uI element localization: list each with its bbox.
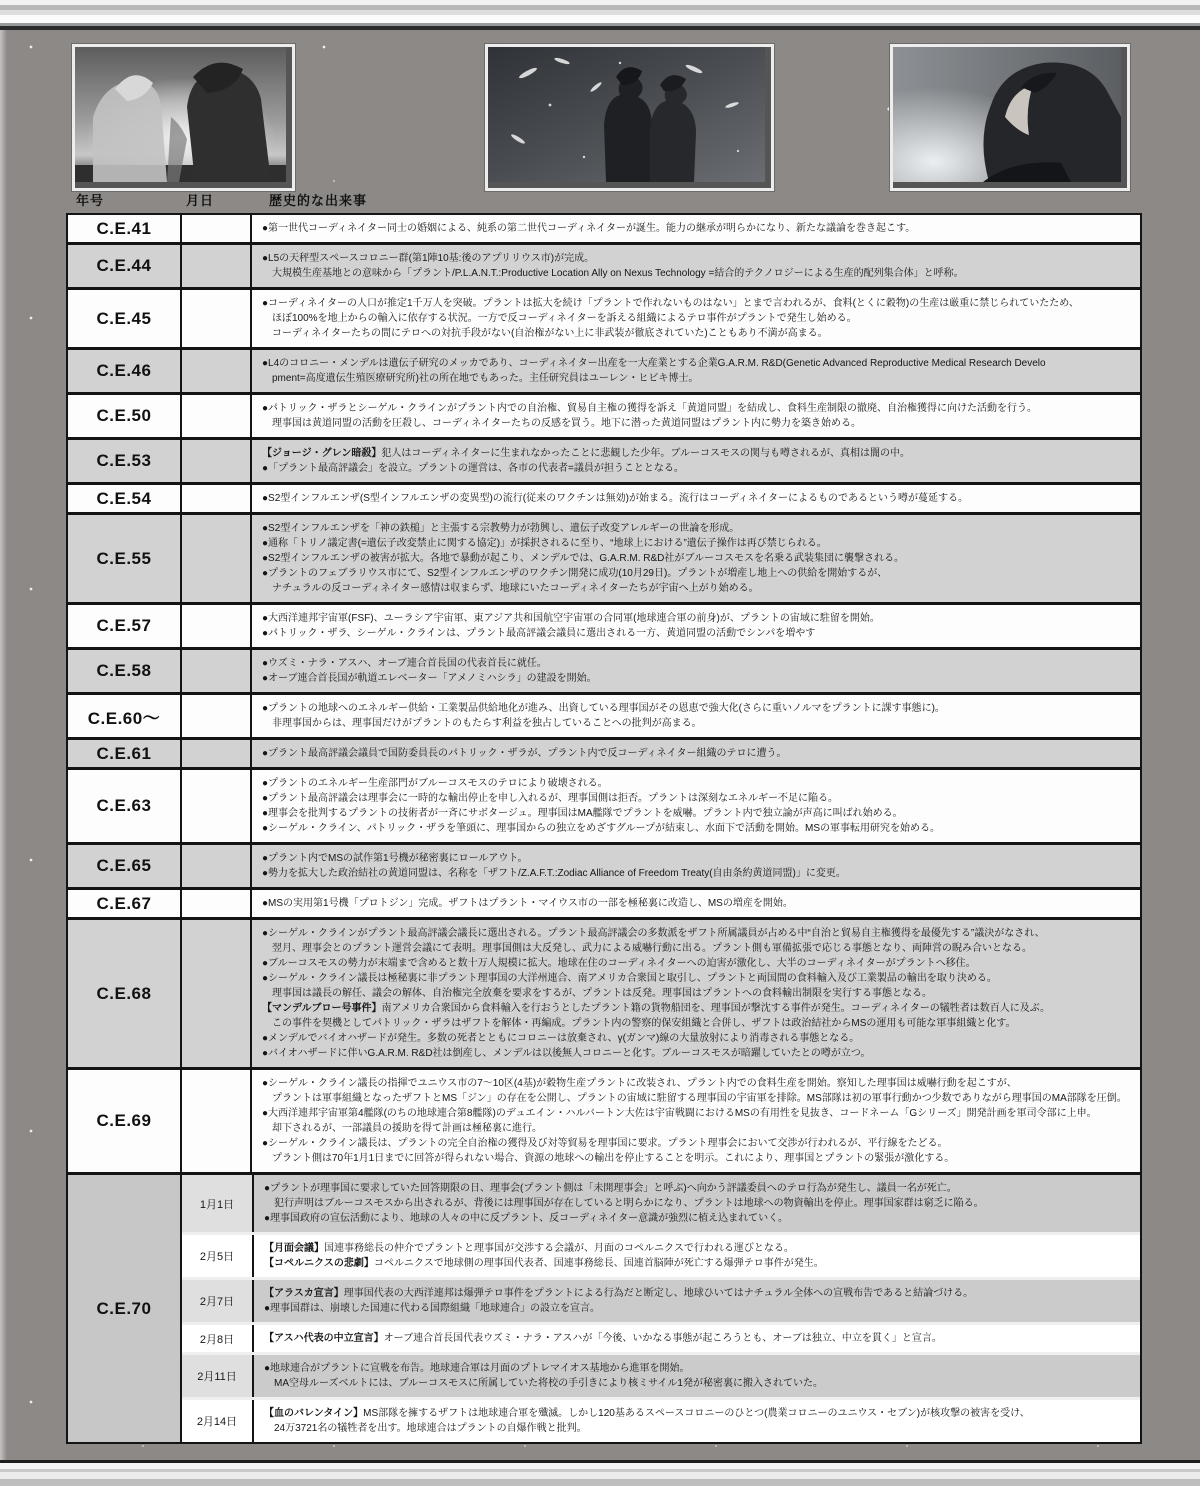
date-label: 2月7日 xyxy=(182,1280,254,1322)
event-cell xyxy=(254,1280,1140,1322)
era-label: C.E.63 xyxy=(68,770,180,842)
timeline-subrow xyxy=(182,1397,1140,1442)
event-line: プラントは軍事組織となったザフトとMS「ジン」の存在を公開し、プラントの宙域に駐留する理事国の宇宙軍を排除。MS部隊は初の軍事行動かつ少数でありながら理事国のMA部隊を圧倒。 xyxy=(262,1093,1127,1104)
timeline-row xyxy=(68,887,1140,917)
date-cell-empty xyxy=(180,215,252,242)
era-label: C.E.41 xyxy=(68,215,180,242)
date-cell-empty xyxy=(180,440,252,482)
timeline-row xyxy=(68,482,1140,512)
date-cell-empty xyxy=(180,740,252,767)
event-line: 犯行声明はブルーコスモスから出されるが、背後には理事国が存在していると明らかになり、プラントは地球への物資輸出を停止。理事国家群は窮乏に陥る。 xyxy=(264,1198,984,1209)
event-line: ●プラントが理事国に要求していた回答期限の日、理事会(プラント側は「未開理事会」と呼ぶ)へ向かう評議委員へのテロ行為が発生し、議員一名が死亡。 xyxy=(264,1183,957,1194)
event-line: ●シーゲル・クライン議長の指揮でユニウス市の7〜10区(4基)が穀物生産プラントに改装され、プラント内での食料生産を開始。察知した理事国は威嚇行動を起こすが、 xyxy=(262,1078,1017,1089)
timeline-row xyxy=(68,842,1140,887)
event-line: 非理事国からは、理事国だけがプラントのもたらす利益を独占していることへの批判が高まる。 xyxy=(262,718,702,729)
event-line: 大規模生産基地との意味から「プラント/P.L.A.N.T.:Productive Location Ally on Nexus Technology =結合的テクノロジーによる生産的配列集合体」と呼称。 xyxy=(262,268,964,279)
event-line: 理事国は議長の解任、議会の解体、自治権完全放棄を要求をするが、プラントは反発。理事国はプラントへの食料輸出制限を実行する事態となる。 xyxy=(262,988,932,999)
event-line: 却下されるが、一部議員の援助を得て計画は極秘裏に進行。 xyxy=(262,1123,542,1134)
event-line: ●パトリック・ザラとシーゲル・クラインがプラント内での自治権、貿易自主権の獲得を訴え「黄道同盟」を結成し、食料生産制限の撤廃、自治権獲得に向けた活動を行う。 xyxy=(262,403,1037,414)
event-title: 【コペルニクスの悲劇】 xyxy=(264,1258,374,1269)
event-line: この事件を契機としてパトリック・ザラはザフトを解体・再編成。プラント内の警察的保安組織と合併し、ザフトは政治結社からMSの運用も可能な軍事組織と化す。 xyxy=(262,1018,1016,1029)
event-line: ●シーゲル・クライン議長は極秘裏に非プラント理事国の大洋州連合、南アメリカ合衆国と取引し、プラントと両国間の食料輸入及び工業製品の輸出を取り決める。 xyxy=(262,973,997,984)
header-era: 年号 xyxy=(76,193,105,208)
timeline-row xyxy=(68,215,1140,242)
event-line: ●通称「トリノ議定書(=遺伝子改変禁止に関する協定)」が採択されるに至り、“地球上における”遺伝子操作は再び禁じられる。 xyxy=(262,538,827,549)
timeline-row xyxy=(68,1172,1140,1442)
date-cell-empty xyxy=(180,245,252,287)
event-line: ●S2型インフルエンザの被害が拡大。各地で暴動が起こり、メンデルでは、G.A.R.M. R&D社がブルーコスモスを名乗る武装集団に襲撃される。 xyxy=(262,553,904,564)
event-line: ●シーゲル・クライン議長は、プラントの完全自治権の獲得及び対等貿易を理事国に要求。プラント理事会において交渉が行われるが、平行線をたどる。 xyxy=(262,1138,948,1149)
photo-sunset-embracing-couple xyxy=(72,44,295,191)
event-line: ●理事国政府の宣伝活動により、地球の人々の中に反プラント、反コーディネイター意識が強烈に植え込まれていく。 xyxy=(264,1213,788,1224)
event-line: ●理事会を批判するプラントの技術者が一斉にサボタージュ。理事国はMA艦隊でプラントを威嚇。プラント内で独立論が声高に叫ばれ始める。 xyxy=(262,808,903,819)
era-label: C.E.54 xyxy=(68,485,180,512)
event-line: ●プラントのエネルギー生産部門がブルーコスモスのテロにより破壊される。 xyxy=(262,778,608,789)
event-line: ●オーブ連合首長国が軌道エレベーター「アメノミハシラ」の建設を開始。 xyxy=(262,673,597,684)
event-line: ほぼ100%を地上からの輸入に依存する状況。一方で反コーディネイターを訴える組織によるテロ事件がプラントで発生し始める。 xyxy=(262,313,857,324)
photo-dark-haired-closeup xyxy=(890,44,1130,191)
event-cell xyxy=(252,920,1140,1067)
event-line: 【月面会議】国連事務総長の仲介でプラントと理事国が交渉する会議が、月面のコペルニクスで行われる運びとなる。 xyxy=(264,1243,794,1254)
event-cell xyxy=(252,1070,1140,1172)
event-cell xyxy=(254,1400,1140,1442)
page-edge-top xyxy=(0,0,1200,30)
timeline-subrow xyxy=(182,1175,1140,1232)
page-edge-left xyxy=(0,30,7,1460)
date-label: 2月8日 xyxy=(182,1325,254,1352)
era-label: C.E.60～ xyxy=(68,695,180,737)
event-line: 【血のバレンタイン】MS部隊を擁するザフトは地球連合軍を殲滅。しかし120基あるスペースコロニーのひとつ(農業コロニーのユニウス・セブン)が核攻撃の被害を受け、 xyxy=(264,1408,1030,1419)
date-subrows xyxy=(180,1175,1140,1442)
date-cell-empty xyxy=(180,920,252,1067)
event-line: ●S2型インフルエンザ(S型インフルエンザの変異型)の流行(従来のワクチンは無効)が始まる。流行はコーディネイターによるものであるという噂が蔓延する。 xyxy=(262,493,968,504)
timeline-row xyxy=(68,437,1140,482)
event-line: ●プラントのフェブラリウス市にて、S2型インフルエンザのワクチン開発に成功(10月29日)。プラントが増産し地上への供給を開始するが、 xyxy=(262,568,888,579)
event-title: 【アスハ代表の中立宣言】 xyxy=(264,1333,384,1344)
era-label: C.E.68 xyxy=(68,920,180,1067)
era-label: C.E.61 xyxy=(68,740,180,767)
date-cell-empty xyxy=(180,890,252,917)
era-label: C.E.46 xyxy=(68,350,180,392)
event-cell xyxy=(254,1325,1140,1352)
era-label: C.E.44 xyxy=(68,245,180,287)
era-label: C.E.65 xyxy=(68,845,180,887)
event-line: ●シーゲル・クライン、パトリック・ザラを筆頭に、理事国からの独立をめざすグループが結束し、水面下で活動を開始。MSの軍事転用研究を始める。 xyxy=(262,823,941,834)
event-cell xyxy=(252,845,1140,887)
era-label: C.E.45 xyxy=(68,290,180,347)
event-cell xyxy=(252,245,1140,287)
event-line: MA空母ルーズベルトには、ブルーコスモスに所属していた将校の手引きにより核ミサイル1発が秘密裏に搬入されていた。 xyxy=(264,1378,823,1389)
event-line: ●パトリック・ザラ、シーゲル・クラインは、プラント最高評議会議員に選出される一方、黄道同盟の活動でシンパを増やす xyxy=(262,628,816,639)
event-line: 【アスハ代表の中立宣言】オーブ連合首長国代表ウズミ・ナラ・アスハが「今後、いかなる事態が起ころうとも、オーブは独立、中立を貫く」と宣言。 xyxy=(264,1333,942,1344)
event-cell xyxy=(252,395,1140,437)
date-cell-empty xyxy=(180,605,252,647)
era-label: C.E.67 xyxy=(68,890,180,917)
event-line: ●プラント内でMSの試作第1号機が秘密裏にロールアウト。 xyxy=(262,853,528,864)
header-event: 歴史的な出来事 xyxy=(269,193,368,208)
event-line: ●ブルーコスモスの勢力が末端まで含めると数十万人規模に拡大。地球在住のコーディネイターへの迫害が激化し、大半のコーディネイターがプラントへ移住。 xyxy=(262,958,976,969)
timeline-subrow xyxy=(182,1277,1140,1322)
era-label: C.E.53 xyxy=(68,440,180,482)
event-cell xyxy=(252,290,1140,347)
era-label: C.E.69 xyxy=(68,1070,180,1172)
timeline-row xyxy=(68,737,1140,767)
date-cell-empty xyxy=(180,650,252,692)
date-label: 2月14日 xyxy=(182,1400,254,1442)
event-title: 【ジョージ・グレン暗殺】 xyxy=(262,448,382,459)
era-label: C.E.55 xyxy=(68,515,180,602)
date-cell-empty xyxy=(180,350,252,392)
event-line: ナチュラルの反コーディネイター感情は収まらず、地球にいたコーディネイターたちが宇宙へ上がり始める。 xyxy=(262,583,759,594)
header-date: 月日 xyxy=(186,193,215,208)
event-line: pment=高度遺伝生殖医療研究所)社の所在地でもあった。主任研究員はユーレン・ヒビキ博士。 xyxy=(262,373,699,384)
event-cell xyxy=(252,215,1140,242)
timeline-row xyxy=(68,347,1140,392)
event-line: 翌月、理事会とのプラント運営会議にて表明。理事国側は大反発し、武力による威嚇行動に出る。プラント側も軍備拡張で応じる事態となり、両陣営の睨み合いとなる。 xyxy=(262,943,1032,954)
event-cell xyxy=(254,1175,1140,1232)
date-cell-empty xyxy=(180,515,252,602)
event-line: ●プラント最高評議会議員で国防委員長のパトリック・ザラが、プラント内で反コーディネイター組織のテロに遭う。 xyxy=(262,748,787,759)
table-header xyxy=(66,190,1142,209)
event-line: ●勢力を拡大した政治結社の黄道同盟は、名称を「ザフト/Z.A.F.T.:Zodiac Alliance of Freedom Treaty(自由条約黄道同盟)」に変更。 xyxy=(262,868,846,879)
era-label: C.E.50 xyxy=(68,395,180,437)
page-edge-bottom xyxy=(0,1460,1200,1486)
event-line: 【ジョージ・グレン暗殺】犯人はコーディネイターに生まれなかったことに悲観した少年。ブルーコスモスの関与も噂されるが、真相は闇の中。 xyxy=(262,448,910,459)
event-line: 【マンデルブロー号事件】南アメリカ合衆国から食料輸入を行おうとしたプラント籍の貨物船団を、理事国が撃沈する事件が発生。コーディネイターの犠牲者は数百人に及ぶ。 xyxy=(262,1003,1050,1014)
event-cell xyxy=(252,350,1140,392)
event-title: 【マンデルブロー号事件】 xyxy=(262,1003,382,1014)
timeline-row xyxy=(68,287,1140,347)
event-line: ●ウズミ・ナラ・アスハ、オーブ連合首長国の代表首長に就任。 xyxy=(262,658,547,669)
date-cell-empty xyxy=(180,770,252,842)
event-line: ●地球連合がプラントに宣戦を布告。地球連合軍は月面のプトレマイオス基地から進軍を開始。 xyxy=(264,1363,690,1374)
timeline-subrow xyxy=(182,1232,1140,1277)
event-line: ●プラント最高評議会は理事会に一時的な輸出停止を申し入れるが、理事国側は拒否。プラントは深刻なエネルギー不足に陥る。 xyxy=(262,793,839,804)
event-cell xyxy=(252,890,1140,917)
timeline-row xyxy=(68,512,1140,602)
era-label: C.E.70 xyxy=(68,1175,180,1442)
event-line: ●メンデルでバイオハザードが発生。多数の死者とともにコロニーは放棄され、γ(ガンマ)線の大量放射により消毒される事態となる。 xyxy=(262,1033,860,1044)
date-label: 2月11日 xyxy=(182,1355,254,1397)
date-cell-empty xyxy=(180,1070,252,1172)
date-label: 2月5日 xyxy=(182,1235,254,1277)
timeline-row xyxy=(68,602,1140,647)
event-title: 【血のバレンタイン】 xyxy=(264,1408,364,1419)
event-line: ●大西洋連邦宇宙軍第4艦隊(のちの地球連合第8艦隊)のデュエイン・ハルバートン大佐は宇宙戦闘におけるMSの有用性を見抜き、コードネーム「Gシリーズ」開発計画を軍司令部に上申。 xyxy=(262,1108,1097,1119)
era-label: C.E.57 xyxy=(68,605,180,647)
event-cell xyxy=(254,1355,1140,1397)
timeline-subrow xyxy=(182,1352,1140,1397)
event-line: ●コーディネイターの人口が推定1千万人を突破。プラントは拡大を続け「プラントで作れないものはない」とまで言われるが、食料(とくに穀物)の生産は厳重に禁じられていたため、 xyxy=(262,298,1079,309)
timeline-row xyxy=(68,1067,1140,1172)
era-label: C.E.58 xyxy=(68,650,180,692)
event-cell xyxy=(252,485,1140,512)
event-cell xyxy=(252,695,1140,737)
event-line: 【コペルニクスの悲劇】コペルニクスで地球側の理事国代表者、国連事務総長、国連首脳陣が死亡する爆弾テロ事件が発生。 xyxy=(264,1258,824,1269)
event-title: 【アラスカ宣言】 xyxy=(264,1288,344,1299)
event-cell xyxy=(252,770,1140,842)
date-cell-empty xyxy=(180,695,252,737)
event-line: 【アラスカ宣言】理事国代表の大西洋連邦は爆弾テロ事件をプラントによる行為だと断定し、地球ひいてはナチュラル全体への宣戦布告であると結論づける。 xyxy=(264,1288,974,1299)
event-line: ●MSの実用第1号機「プロトジン」完成。ザフトはプラント・マイウス市の一部を極秘裏に改造し、MSの増産を開始。 xyxy=(262,898,793,909)
event-line: 24万3721名の犠牲者を出す。地球連合はプラントの自爆作戦と批判。 xyxy=(264,1423,587,1434)
date-label: 1月1日 xyxy=(182,1175,254,1232)
event-line: ●「プラント最高評議会」を設立。プラントの運営は、各市の代表者=議員が担うこととなる。 xyxy=(262,463,684,474)
event-line: ●第一世代コーディネイター同士の婚姻による、純系の第二世代コーディネイターが誕生。能力の継承が明らかになり、新たな議論を巻き起こす。 xyxy=(262,223,916,234)
event-cell xyxy=(252,650,1140,692)
event-cell xyxy=(254,1235,1140,1277)
event-line: ●S2型インフルエンザを「神の鉄槌」と主張する宗教勢力が勃興し、遺伝子改変アレルギーの世論を形成。 xyxy=(262,523,740,534)
event-cell xyxy=(252,740,1140,767)
event-line: 理事国は黄道同盟の活動を圧殺し、コーディネイターたちの反感を買う。地下に潜った黄道同盟はプラント内に勢力を築き始める。 xyxy=(262,418,861,429)
event-line: ●L4のコロニー・メンデルは遺伝子研究のメッカであり、コーディネイター出産を一大産業とする企業G.A.R.M. R&D(Genetic Advanced Reproductive Medical Research Develo xyxy=(262,358,1046,369)
timeline-row xyxy=(68,767,1140,842)
event-line: プラント側は70年1月1日までに回答が得られない場合、資源の地球への輸出を停止することを明示。これにより、理事国とプラントの緊張が激化する。 xyxy=(262,1153,955,1164)
timeline-row xyxy=(68,242,1140,287)
event-cell xyxy=(252,515,1140,602)
date-cell-empty xyxy=(180,290,252,347)
event-line: ●プラントの地球へのエネルギー供給・工業製品供給地化が進み、出資している理事国がその恩恵で強大化(さらに重いノルマをプラントに課す事態に)。 xyxy=(262,703,945,714)
timeline-row xyxy=(68,917,1140,1067)
event-line: ●シーゲル・クラインがプラント最高評議会議長に選出される。プラント最高評議会の多数派をザフト所属議員が占める中“自治と貿易自主権獲得を最優先する”議決がなされ、 xyxy=(262,928,1045,939)
event-line: ●理事国群は、崩壊した国連に代わる国際組織「地球連合」の設立を宣言。 xyxy=(264,1303,601,1314)
date-cell-empty xyxy=(180,395,252,437)
timeline-table xyxy=(66,213,1142,1444)
event-title: 【月面会議】 xyxy=(264,1243,324,1254)
event-cell xyxy=(252,440,1140,482)
date-cell-empty xyxy=(180,845,252,887)
event-line: ●大西洋連邦宇宙軍(FSF)、ユーラシア宇宙軍、東アジア共和国航空宇宙軍の合同軍(地球連合軍の前身)が、プラントの宙域に駐留を開始。 xyxy=(262,613,880,624)
timeline-row xyxy=(68,692,1140,737)
date-cell-empty xyxy=(180,485,252,512)
timeline-row xyxy=(68,647,1140,692)
timeline-subrow xyxy=(182,1322,1140,1352)
event-line: コーディネイターたちの間にテロへの対抗手段がない(自治権がない上に非武装が徹底されていた)こともあり不満が高まる。 xyxy=(262,328,828,339)
timeline-row xyxy=(68,392,1140,437)
event-line: ●バイオハザードに伴いG.A.R.M. R&D社は倒産し、メンデルは以後無人コロニーと化す。ブルーコスモスが暗躍していたとの噂が立つ。 xyxy=(262,1048,871,1059)
event-cell xyxy=(252,605,1140,647)
event-line: ●L5の天秤型スペースコロニー群(第1陣10基:後のアプリリウス市)が完成。 xyxy=(262,253,595,264)
photo-feathers-two-figures xyxy=(485,44,774,191)
